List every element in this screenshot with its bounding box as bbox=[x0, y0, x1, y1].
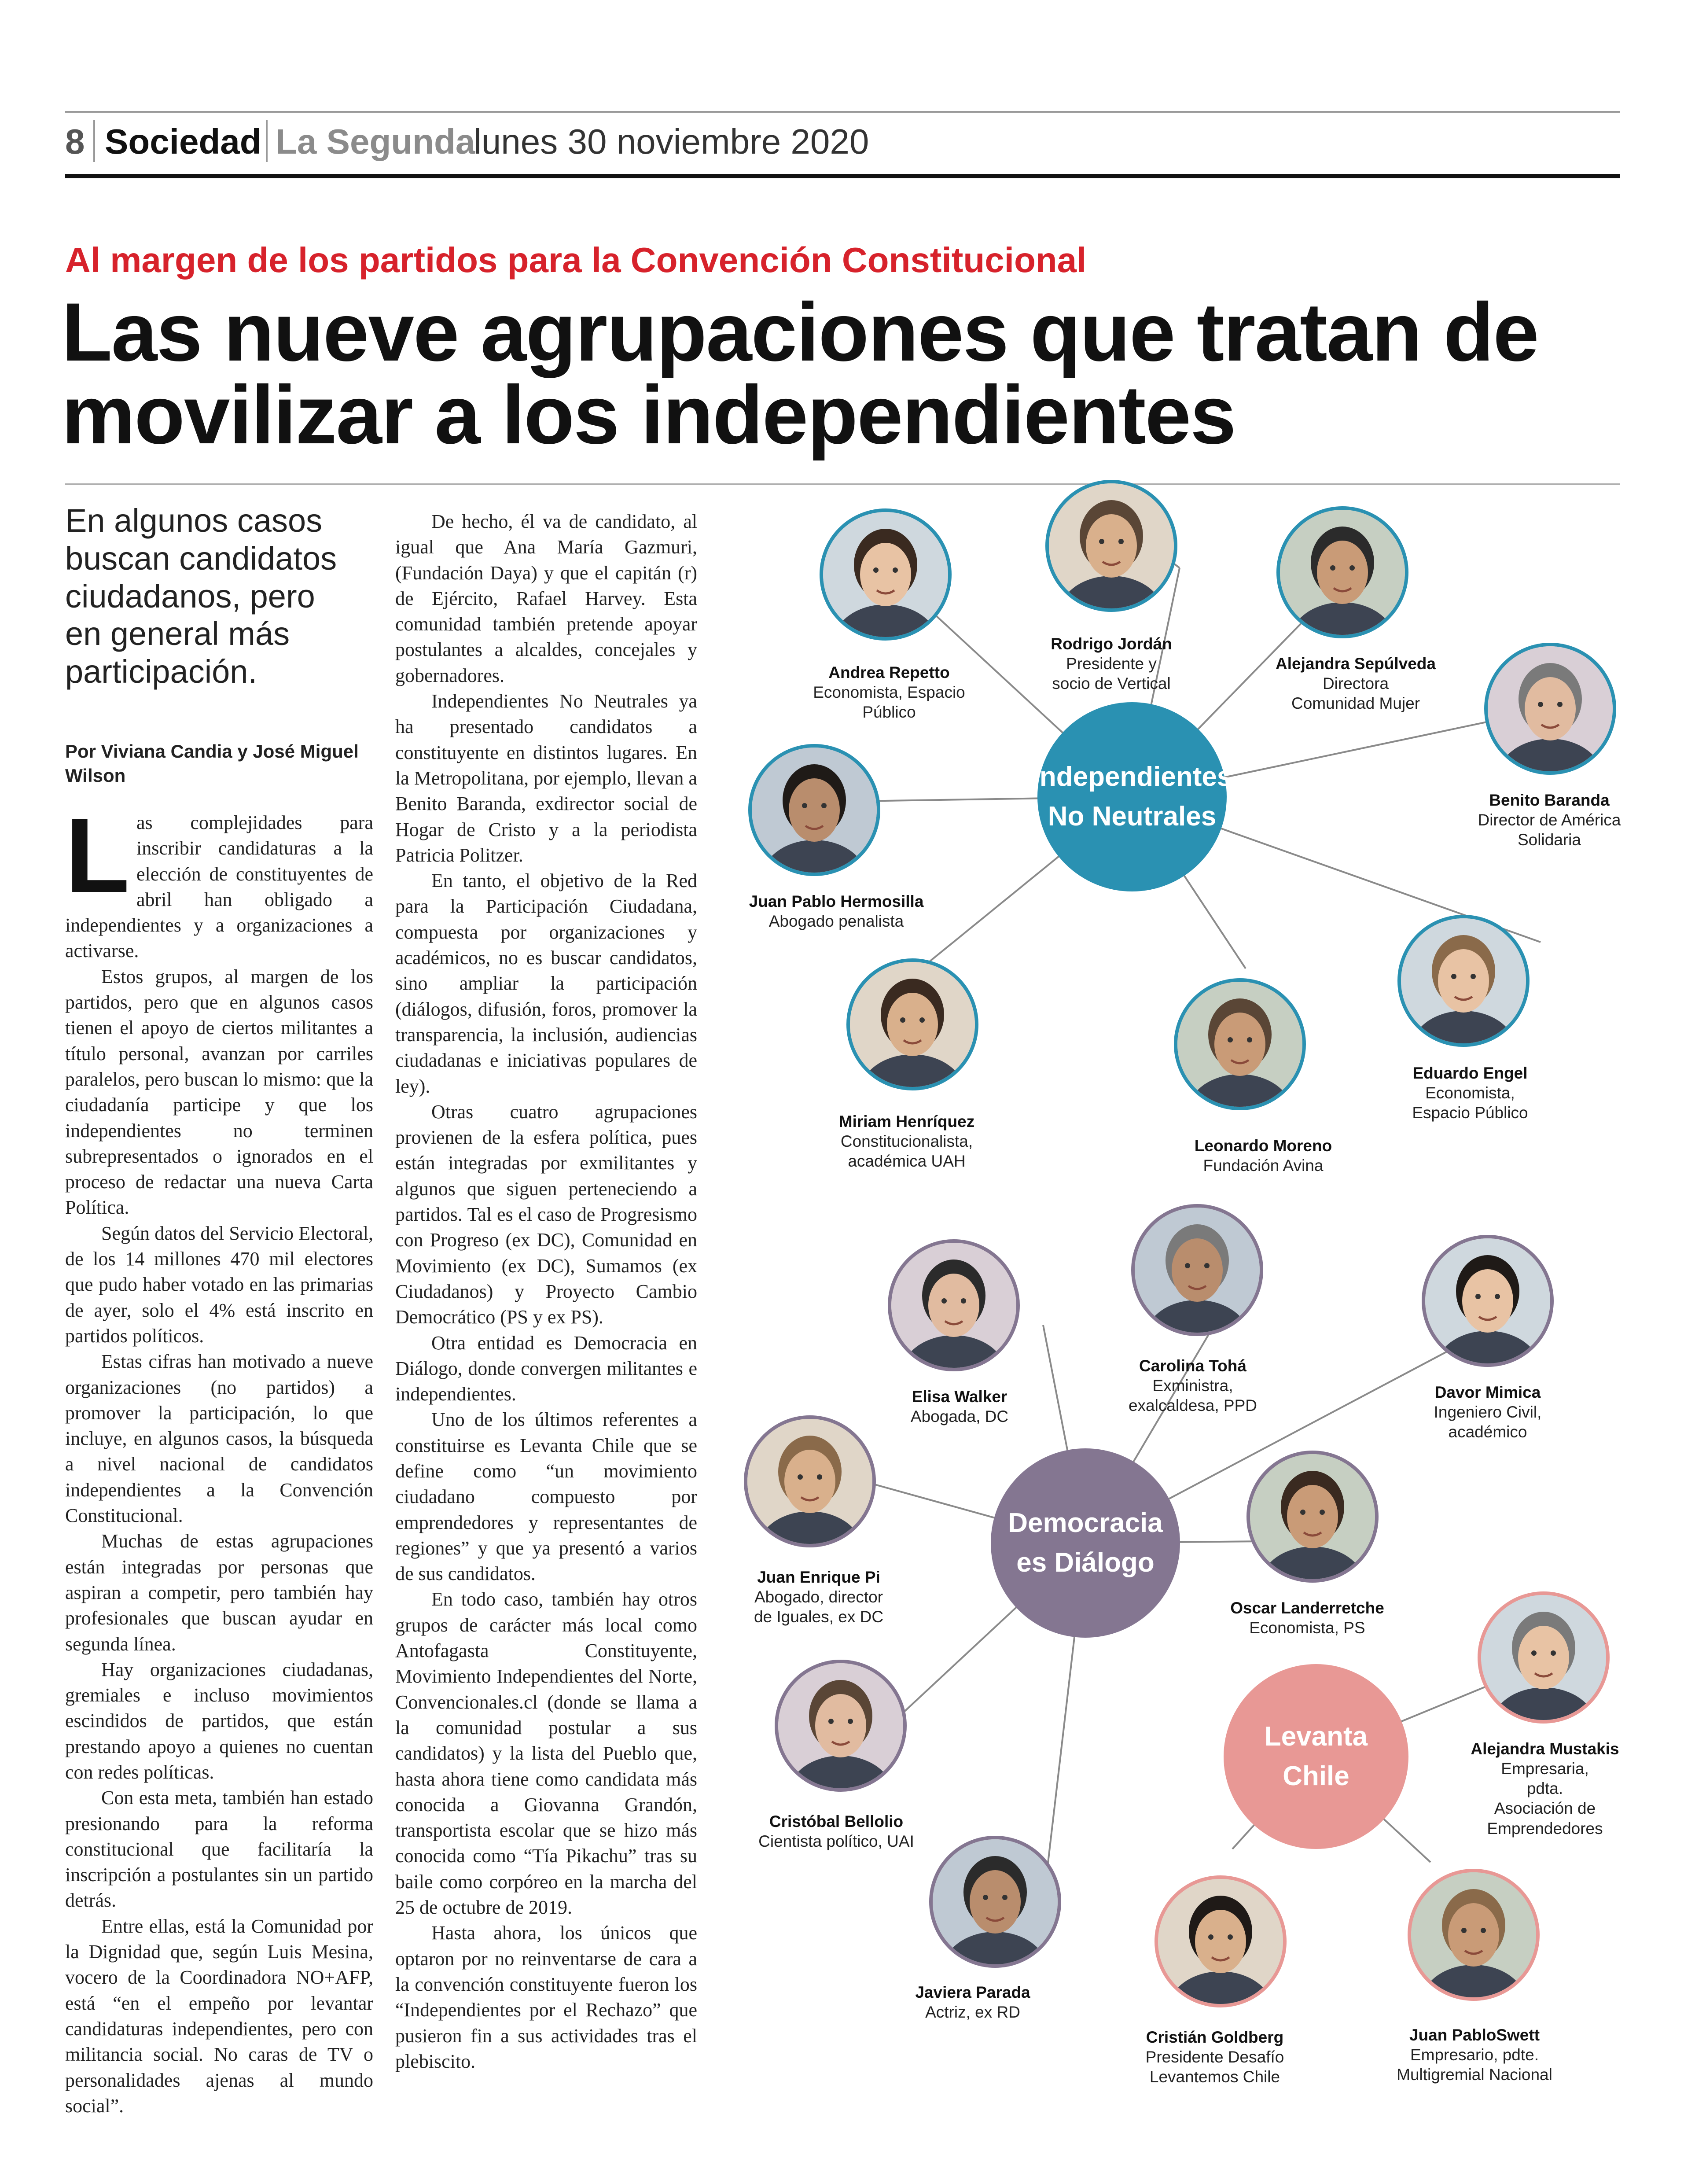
person-role: Levantemos Chile bbox=[1149, 2068, 1280, 2086]
person-icon bbox=[1488, 646, 1613, 771]
portrait-photo bbox=[1478, 1591, 1610, 1724]
person-name: Leonardo Moreno bbox=[1194, 1137, 1332, 1155]
portrait-caption bbox=[1078, 1356, 1307, 1415]
portrait-photo bbox=[1174, 978, 1306, 1110]
person-role: Presidente y bbox=[1066, 655, 1157, 673]
person-icon bbox=[1135, 1208, 1260, 1333]
person-role: pdta. bbox=[1526, 1779, 1563, 1798]
person-name: Cristóbal Bellolio bbox=[769, 1812, 904, 1830]
person-role: Directora bbox=[1322, 674, 1389, 693]
portrait-photo bbox=[1397, 915, 1530, 1047]
portrait-photo bbox=[846, 958, 978, 1090]
hub-levanta-chile bbox=[1224, 1664, 1408, 1849]
paragraph: Otra entidad es Democracia en Diálogo, donde convergen militantes e independientes. bbox=[395, 1332, 697, 1405]
byline: Por Viviana Candia y José Miguel Wilson bbox=[65, 741, 359, 786]
header-top-rule bbox=[65, 111, 1620, 113]
person-icon bbox=[1158, 1879, 1283, 2004]
portrait-photo bbox=[1246, 1451, 1379, 1583]
person-name: Juan PabloSwett bbox=[1409, 2026, 1540, 2044]
person-icon bbox=[823, 512, 948, 637]
paragraph: Estas cifras han motivado a nueve organizaciones (no partidos) a promover la participación, lo que incluye, en algunos casos, la búsqueda a nivel nacional de candidatos independientes a la Convención Constitucional. bbox=[65, 1351, 373, 1527]
person-name: Carolina Tohá bbox=[1139, 1357, 1246, 1375]
groups-diagram bbox=[704, 475, 1684, 2184]
portrait-photo bbox=[820, 508, 952, 641]
portrait-photo bbox=[1155, 1875, 1287, 2007]
person-role: Presidente Desafío bbox=[1145, 2048, 1284, 2066]
portrait-caption bbox=[1149, 1136, 1378, 1175]
person-role: Actriz, ex RD bbox=[925, 2003, 1020, 2022]
paragraph: En todo caso, también hay otros grupos de carácter más local como Antofagasta Constituyente, Movimiento Independientes del Norte, Convencionales.cl (donde se llama a la comunidad postular a sus candidatos) y la lista del Pueblo que, hasta ahora tiene como candidata más conocida a Giovanna Grandón, transportista escolar que se hizo más conocida como “Tía Pikachu” tras su baile como corpóreo en la marcha del 25 de octubre de 2019. bbox=[395, 1588, 697, 1919]
person-icon bbox=[1280, 510, 1405, 635]
person-role: Público bbox=[862, 703, 916, 722]
portrait-photo bbox=[1131, 1204, 1263, 1336]
person-icon bbox=[778, 1663, 903, 1788]
person-role: Exministra, bbox=[1152, 1377, 1233, 1395]
person-name: Juan Enrique Pi bbox=[757, 1568, 880, 1586]
portrait-caption bbox=[858, 1982, 1087, 2022]
paragraph: Hay organizaciones ciudadanas, gremiales e incluso movimientos escindidos de partidos, que están prestando apoyo a quienes no cuentan con redes políticas. bbox=[65, 1658, 373, 1783]
person-role: Espacio Público bbox=[1412, 1104, 1528, 1122]
person-icon bbox=[1425, 1238, 1550, 1363]
portrait-caption bbox=[845, 1387, 1074, 1426]
person-icon bbox=[891, 1243, 1016, 1368]
person-role: académica UAH bbox=[848, 1152, 966, 1171]
portrait-caption bbox=[1430, 1739, 1659, 1838]
article-column-2 bbox=[395, 509, 697, 2074]
portrait-caption bbox=[1435, 790, 1664, 850]
portrait-photo bbox=[888, 1239, 1020, 1371]
header-divider bbox=[93, 120, 95, 162]
portrait-caption bbox=[722, 1812, 951, 1851]
headline: Las nueve agrupaciones que tratan de movilizar a los independientes bbox=[62, 286, 1538, 461]
person-role: Solidaria bbox=[1518, 831, 1581, 849]
person-name: Miriam Henríquez bbox=[838, 1112, 975, 1131]
person-role: Economista, Espacio bbox=[813, 683, 965, 702]
person-name: Juan Pablo Hermosilla bbox=[749, 892, 924, 910]
person-icon bbox=[1411, 1872, 1536, 1997]
hub-label-line: Democracia bbox=[1008, 1508, 1163, 1539]
portrait-caption bbox=[1241, 654, 1470, 713]
person-role: Economista, PS bbox=[1249, 1619, 1365, 1637]
hub-label-line: es Diálogo bbox=[1016, 1547, 1155, 1578]
person-name: Javiera Parada bbox=[915, 1983, 1030, 2001]
person-role: Abogada, DC bbox=[910, 1407, 1009, 1426]
paragraph: Entre ellas, está la Comunidad por la Dignidad que, según Luis Mesina, vocero de la Coordinadora NO+AFP, está “en el empeño por levantar candidaturas independientes, pero con militancia social. No caras de TV o personalidades ajenas al mundo social”. bbox=[65, 1915, 373, 2117]
person-icon bbox=[747, 1419, 872, 1544]
portrait-caption bbox=[1373, 1382, 1602, 1442]
paragraph: Uno de los últimos referentes a constituirse es Levanta Chile que se define como “un movimiento ciudadano compuesto por emprendedores y representantes de regiones” y que ya presentó a varios de sus candidatos. bbox=[395, 1409, 697, 1585]
person-name: Elisa Walker bbox=[912, 1388, 1007, 1406]
paragraph: Muchas de estas agrupaciones están integradas por personas que aspiran a competir, pero también hay profesionales que buscan ayudar en segunda línea. bbox=[65, 1530, 373, 1655]
section-name: Sociedad bbox=[105, 122, 261, 161]
paragraph: De hecho, él va de candidato, al igual que Ana María Gazmuri, (Fundación Daya) y que el capitán (r) de Ejército, Rafael Harvey. Esta comunidad también pretende apoyar postulantes a alcaldes, concejales y gobernadores. bbox=[395, 511, 697, 686]
person-role: de Iguales, ex DC bbox=[754, 1608, 884, 1626]
portrait-photo bbox=[1276, 506, 1408, 638]
person-name: Davor Mimica bbox=[1434, 1383, 1541, 1401]
person-name: Eduardo Engel bbox=[1412, 1064, 1528, 1082]
person-name: Alejandra Mustakis bbox=[1471, 1740, 1619, 1758]
person-name: Alejandra Sepúlveda bbox=[1276, 655, 1436, 673]
portrait-photo bbox=[1045, 480, 1177, 612]
portrait-photo bbox=[929, 1836, 1061, 1968]
person-name: Cristián Goldberg bbox=[1146, 2028, 1284, 2046]
deck: En algunos casos buscan candidatos ciudadanos, pero en general más participación. bbox=[65, 502, 337, 690]
person-icon bbox=[1250, 1454, 1375, 1579]
person-name: Rodrigo Jordán bbox=[1051, 635, 1172, 653]
person-role: Abogado penalista bbox=[768, 912, 904, 931]
person-icon bbox=[1481, 1595, 1606, 1720]
person-role: Emprendedores bbox=[1487, 1819, 1603, 1838]
person-role: Multigremial Nacional bbox=[1397, 2066, 1552, 2084]
portrait-photo bbox=[775, 1660, 907, 1792]
portrait-photo bbox=[1422, 1235, 1554, 1367]
hub-independientes-no-neutrales bbox=[1032, 702, 1232, 891]
person-role: Director de América bbox=[1478, 811, 1621, 829]
person-icon bbox=[752, 748, 877, 873]
portrait-caption bbox=[775, 663, 1004, 722]
kicker: Al margen de los partidos para la Convención Constitucional bbox=[65, 240, 1087, 280]
person-role: Cientista político, UAI bbox=[758, 1832, 914, 1851]
person-icon bbox=[1049, 483, 1174, 608]
drop-cap: L bbox=[65, 796, 130, 914]
paragraph: Estos grupos, al margen de los partidos, pero que en algunos casos tienen el apoyo de ciertos militantes a título personal, avanzan por carriles paralelos, pero buscan lo mismo: que la ciudadanía participe y que los independientes no terminen subrepresentados o ignorados en el proceso de redactar una nueva Carta Política. bbox=[65, 965, 373, 1219]
person-name: Benito Baranda bbox=[1489, 791, 1610, 809]
article-column-1 bbox=[65, 796, 373, 2119]
paragraph: Independientes No Neutrales ya ha presentado candidatos a constituyente en distintos lugares. En la Metropolitana, por ejemplo, llevan a Benito Baranda, exdirector social de Hogar de Cristo y a la periodista Patricia Politzer. bbox=[395, 690, 697, 866]
portrait-caption bbox=[997, 634, 1226, 693]
hub-label-line: Levanta bbox=[1264, 1721, 1368, 1752]
hub-label-line: Chile bbox=[1283, 1761, 1349, 1791]
portrait-caption bbox=[1360, 2025, 1589, 2085]
person-role: académico bbox=[1448, 1423, 1527, 1441]
portrait-caption bbox=[1356, 1063, 1585, 1123]
paragraph: Con esta meta, también han estado presionando para la reforma constitucional que facilitaría la inscripción a postulantes sin un partido detrás. bbox=[65, 1787, 373, 1911]
header-bottom-rule bbox=[65, 174, 1620, 178]
person-icon bbox=[850, 962, 975, 1087]
paragraph: as complejidades para inscribir candidaturas a la elección de constituyentes de abril han obligado a independientes y a organizaciones a activarse. bbox=[65, 812, 373, 962]
hub-democracia-es-dialogo bbox=[991, 1448, 1180, 1638]
page-number: 8 bbox=[65, 122, 85, 161]
hub-label-line: Independientes bbox=[1032, 762, 1232, 792]
person-role: Economista, bbox=[1425, 1084, 1515, 1102]
person-name: Oscar Landerretche bbox=[1230, 1599, 1384, 1617]
portrait-caption bbox=[704, 1567, 933, 1627]
person-role: exalcaldesa, PPD bbox=[1128, 1396, 1257, 1415]
portrait-caption bbox=[1100, 2027, 1329, 2087]
portrait-photo bbox=[1408, 1869, 1540, 2001]
paragraph: Otras cuatro agrupaciones provienen de la esfera política, pues están integradas por exmilitantes y algunos que siguen perteneciendo a partidos. Tal es el caso de Progresismo con Progreso (ex DC), Comunidad en Movimiento (ex DC), Sumamos (ex Ciudadanos) y Proyecto Cambio Democrático (PS y ex PS). bbox=[395, 1101, 697, 1328]
person-role: Ingeniero Civil, bbox=[1434, 1403, 1542, 1422]
person-role: Asociación de bbox=[1494, 1799, 1596, 1818]
paragraph: En tanto, el objetivo de la Red para la Participación Ciudadana, compuesta por organizaciones y académicos, no es buscar candidatos, sino ampliar la participación (diálogos, difusión, foros, promover la transparencia, la inclusión, audiencias ciudadanas e iniciativas populares de ley). bbox=[395, 870, 697, 1097]
person-role: Empresaria, bbox=[1501, 1760, 1589, 1778]
portrait-caption bbox=[792, 1112, 1021, 1171]
person-icon bbox=[1401, 918, 1526, 1043]
person-role: Abogado, director bbox=[754, 1588, 883, 1606]
portrait-photo bbox=[744, 1415, 876, 1547]
person-name: Andrea Repetto bbox=[828, 663, 950, 681]
issue-date: lunes 30 noviembre 2020 bbox=[474, 122, 869, 161]
paragraph: Según datos del Servicio Electoral, de los 14 millones 470 mil electores que pudo haber votado en las primarias de ayer, solo el 4% está inscrito en partidos políticos. bbox=[65, 1222, 373, 1347]
newspaper-name: La Segunda bbox=[276, 122, 475, 161]
person-role: Fundación Avina bbox=[1203, 1156, 1324, 1175]
person-icon bbox=[933, 1839, 1058, 1964]
person-role: Empresario, pdte. bbox=[1410, 2046, 1539, 2064]
person-role: Comunidad Mujer bbox=[1291, 694, 1420, 713]
portrait-caption bbox=[722, 891, 951, 931]
person-icon bbox=[1177, 982, 1302, 1107]
portrait-photo bbox=[1484, 643, 1616, 775]
header-divider bbox=[266, 120, 268, 162]
person-role: Constitucionalista, bbox=[840, 1132, 973, 1151]
paragraph: Hasta ahora, los únicos que optaron por no reinventarse de cara a la convención constituyente fueron los “Independientes por el Rechazo” que pusieron fin a sus actividades tras el plebiscito. bbox=[395, 1922, 697, 2072]
hub-label-line: No Neutrales bbox=[1048, 801, 1217, 832]
portrait-photo bbox=[748, 744, 880, 876]
person-role: socio de Vertical bbox=[1052, 674, 1171, 693]
portrait-caption bbox=[1193, 1598, 1422, 1638]
